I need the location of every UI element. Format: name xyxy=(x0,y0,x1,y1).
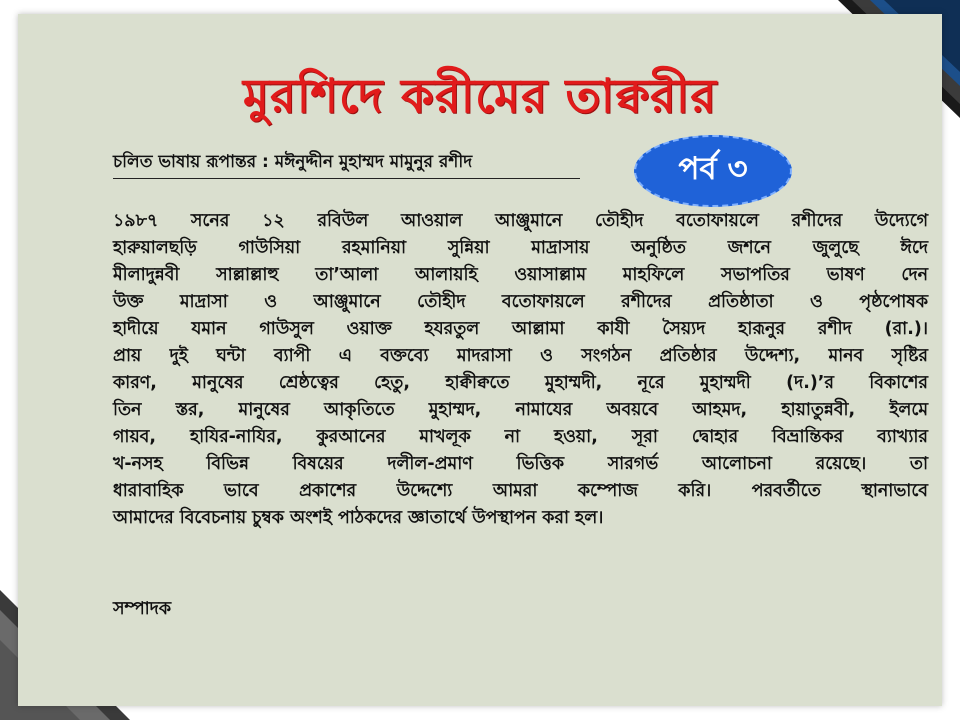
body-line: মীলাদুন্নবী সাল্লাল্লাহু তা’আলা আলায়হি ওয়াসাল্লাম মাহফিলে সভাপতির ভাষণ দেন xyxy=(113,265,928,285)
body-line: হাদীয়ে যমান গাউসুল ওয়াক্ত হযরতুল আল্লামা কাযী সৈয়্যদ হারূনুর রশীদ (রা.)। xyxy=(113,319,928,339)
body-line: উক্ত মাদ্রাসা ও আঞ্জুমানে তৌহীদ বতোফায়লে রশীদের প্রতিষ্ঠাতা ও পৃষ্ঠপোষক xyxy=(113,292,928,312)
body-line: প্রায় দুই ঘন্টা ব্যাপী এ বক্তব্যে মাদরাসা ও সংগঠন প্রতিষ্ঠার উদ্দেশ্য, মানব সৃষ্টির xyxy=(113,346,928,366)
body-line: ১৯৮৭ সনের ১২ রবিউল আওয়াল আঞ্জুমানে তৌহীদ বতোফায়লে রশীদের উদ্যেগে xyxy=(113,211,928,231)
article-title: মুরশিদে করীমের তাক্বরীর xyxy=(242,69,718,124)
body-line: আমাদের বিবেচনায় চুম্বক অংশই পাঠকদের জ্ঞাতার্থে উপস্থাপন করা হল। xyxy=(113,508,604,528)
body-line: হারুয়ালছড়ি গাউসিয়া রহমানিয়া সুন্নিয়া মাদ্রাসায় অনুষ্ঠিত জশনে জুলুছে ঈদে xyxy=(113,238,928,258)
episode-badge xyxy=(634,135,792,207)
body-line: কারণ, মানুষের শ্রেষ্ঠত্বের হেতু, হাক্বীক্বতে মুহাম্মদী, নূরে মুহাম্মদী (দ.)’র বিকাশের xyxy=(113,373,928,393)
editor-signature: সম্পাদক xyxy=(113,599,171,619)
body-line: খ-নসহ বিভিন্ন বিষয়ের দলীল-প্রমাণ ভিত্তিক সারগর্ভ আলোচনা রয়েছে। তা xyxy=(113,454,928,474)
subtitle-underline xyxy=(113,178,580,179)
body-line: গায়ব, হাযির-নাযির, কুরআনের মাখলূক না হওয়া, সূরা দ্বোহার বিভ্রান্তিকর ব্যাখ্যার xyxy=(113,427,928,447)
body-line: ধারাবাহিক ভাবে প্রকাশের উদ্দেশ্যে আমরা কম্পোজ করি। পরবর্তীতে স্থানাভাবে xyxy=(113,481,928,501)
article-subtitle: চলিত ভাষায় রূপান্তর : মঈনুদ্দীন মুহাম্মদ মামুনুর রশীদ xyxy=(113,152,473,172)
episode-badge-label: পর্ব ৩ xyxy=(678,151,748,187)
body-line: তিন স্তর, মানুষের আকৃতিতে মুহাম্মদ, নামাযের অবয়বে আহমদ, হায়াতুন্নবী, ইলমে xyxy=(113,400,928,420)
article-body xyxy=(113,208,928,532)
